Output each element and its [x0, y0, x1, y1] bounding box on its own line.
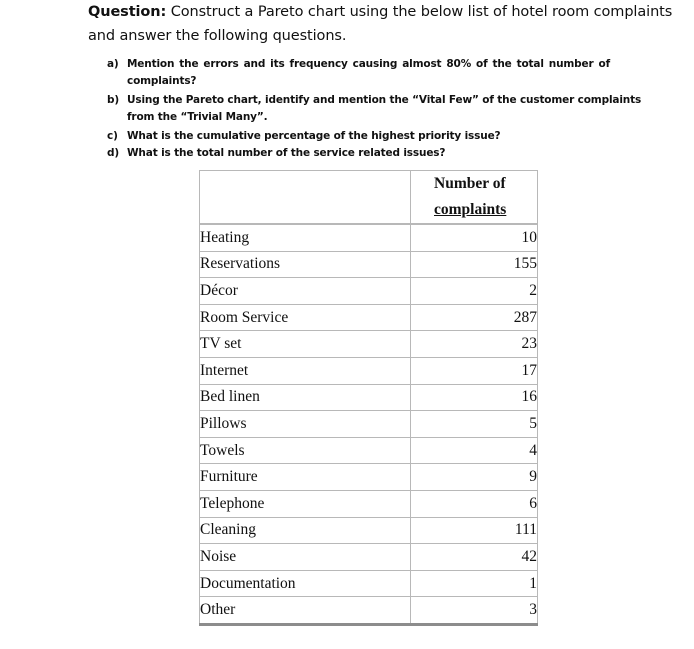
table-row [200, 278, 538, 305]
table-row [200, 251, 538, 278]
question-line-1 [88, 0, 673, 24]
complaint-count-cell: 16 [411, 384, 538, 411]
table-row [200, 411, 538, 438]
subquestion-a [88, 56, 610, 90]
complaint-type-cell [200, 251, 411, 278]
subquestion-letter: a) [107, 58, 119, 70]
complaint-count-cell: 1 [411, 570, 538, 597]
subquestion-d [88, 145, 610, 162]
complaint-type-label: Documentation [200, 574, 296, 592]
table-header-count [411, 171, 538, 225]
complaint-count-cell: 4 [411, 437, 538, 464]
complaints-table [199, 170, 538, 626]
subquestion-text-line-1: What is the cumulative percentage of the highest priority issue? [127, 130, 501, 142]
subquestion-b [88, 92, 642, 126]
question-block [88, 0, 673, 162]
complaint-type-label: Internet [200, 361, 249, 379]
complaint-count-cell: 287 [411, 304, 538, 331]
complaint-type-cell [200, 437, 411, 464]
complaint-count-cell: 2 [411, 278, 538, 305]
complaint-count-cell: 6 [411, 490, 538, 517]
subquestion-text-line-1: Using the Pareto chart, identify and mention the “Vital Few” of the customer complaints [127, 94, 642, 106]
subquestion-text-line-1: Mention the errors and its frequency causing almost 80% of the total number of [127, 58, 610, 70]
table-row [200, 490, 538, 517]
complaint-count-cell: 17 [411, 357, 538, 384]
complaint-type-cell [200, 224, 411, 251]
complaint-count-cell: 155 [411, 251, 538, 278]
table-row [200, 570, 538, 597]
complaint-type-label: Furniture [200, 468, 258, 486]
table-row [200, 517, 538, 544]
complaint-type-cell [200, 517, 411, 544]
table-row [200, 224, 538, 251]
subquestion-text-line-2: from the “Trivial Many”. [127, 111, 268, 123]
table-row [200, 357, 538, 384]
header-line-2: complaints [434, 201, 507, 218]
complaint-count-cell: 10 [411, 224, 538, 251]
table-row [200, 437, 538, 464]
table-row [200, 384, 538, 411]
table-body [200, 224, 538, 624]
complaint-type-cell [200, 278, 411, 305]
subquestion-text-line-2: complaints? [127, 75, 197, 87]
complaint-type-cell [200, 597, 411, 625]
complaint-count-cell: 42 [411, 544, 538, 571]
complaint-type-cell [200, 464, 411, 491]
header-line-1: Number of [434, 175, 506, 192]
complaint-type-cell [200, 357, 411, 384]
table-row [200, 544, 538, 571]
question-line-2: and answer the following questions. [88, 28, 347, 44]
complaint-type-label: Reservations [200, 255, 281, 273]
question-text-line-1: Construct a Pareto chart using the below list of hotel room complaints [170, 4, 673, 20]
complaint-type-label: Noise [200, 547, 237, 565]
complaint-type-label: Other [200, 601, 236, 619]
complaint-type-label: Pillows [200, 414, 247, 432]
complaint-type-cell [200, 411, 411, 438]
question-label: Question: [88, 4, 167, 20]
subquestion-list [88, 56, 642, 162]
complaint-type-label: Towels [200, 441, 245, 459]
subquestion-letter: b) [107, 94, 120, 106]
table-row [200, 304, 538, 331]
subquestion-letter: c) [107, 130, 118, 142]
subquestion-letter: d) [107, 147, 120, 159]
complaint-type-label: Telephone [200, 494, 265, 512]
complaint-count-cell: 23 [411, 331, 538, 358]
complaint-type-cell [200, 570, 411, 597]
table-row [200, 331, 538, 358]
complaint-type-cell [200, 304, 411, 331]
complaint-count-cell: 111 [411, 517, 538, 544]
complaint-type-label: Bed linen [200, 388, 260, 406]
subquestion-c [88, 128, 610, 145]
complaint-type-label: Cleaning [200, 521, 256, 539]
complaint-type-label: Heating [200, 228, 250, 246]
subquestion-text-line-1: What is the total number of the service related issues? [127, 147, 446, 159]
complaint-count-cell: 9 [411, 464, 538, 491]
table-header-row [200, 171, 538, 225]
complaint-type-cell [200, 544, 411, 571]
complaint-type-cell [200, 490, 411, 517]
complaint-type-cell [200, 384, 411, 411]
complaint-count-cell: 5 [411, 411, 538, 438]
table-row [200, 597, 538, 625]
table-header-empty-cell [200, 171, 411, 225]
complaint-type-label: Décor [200, 281, 238, 299]
complaint-type-label: TV set [200, 335, 242, 353]
complaint-type-label: Room Service [200, 308, 289, 326]
complaint-count-cell: 3 [411, 597, 538, 625]
complaint-type-cell [200, 331, 411, 358]
table-row [200, 464, 538, 491]
